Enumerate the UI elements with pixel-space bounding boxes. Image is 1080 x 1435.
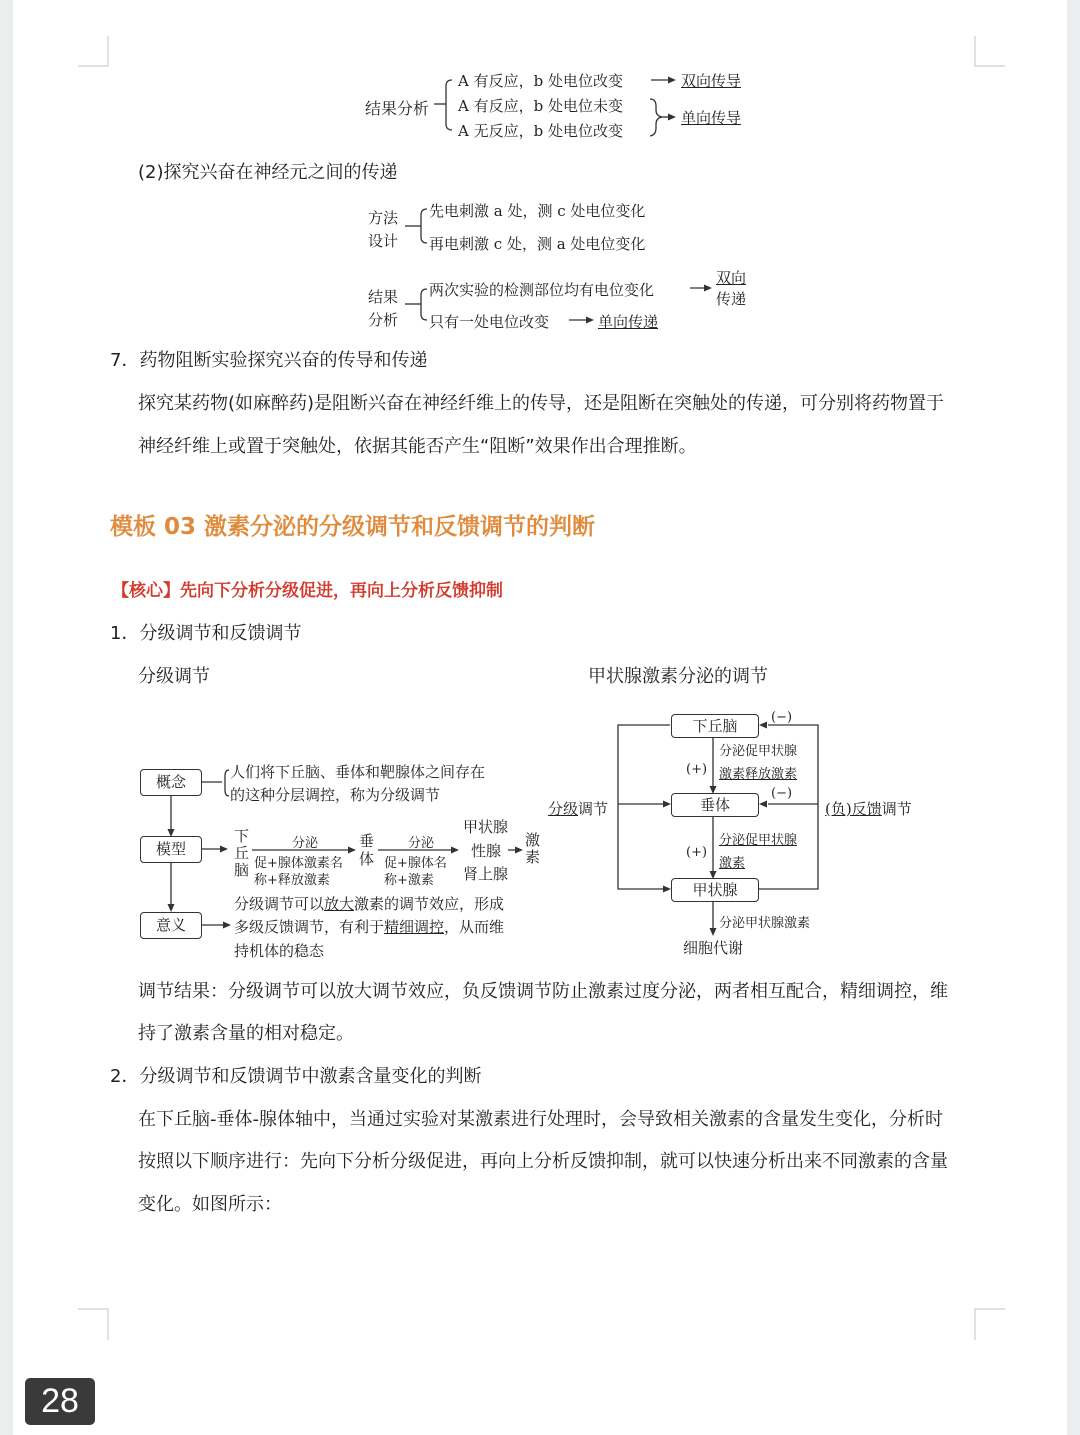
outcome-unidirectional-conduction: 单向传导 (681, 109, 742, 127)
cell-metabolism: 细胞代谢 (683, 939, 744, 957)
target-gland-thyroid: 甲状腺 (463, 818, 509, 836)
meaning-line2-post: ，从而维 (444, 918, 505, 936)
positive-sign-1: (+) (686, 762, 708, 777)
stimulating-hormone-line2: 称+激素 (384, 873, 434, 888)
hypothalamus-char-1: 下 (234, 827, 250, 845)
meaning-line1-post: 激素的调节效应，形成 (354, 895, 505, 913)
item-2-paragraph-line3: 变化。如图所示： (138, 1194, 282, 1215)
right-diagram-caption: 甲状腺激素分泌的调节 (588, 666, 768, 687)
hormone-char-2: 素 (525, 848, 541, 866)
result-row-2: A 有反应，b 处电位未变 (458, 97, 623, 115)
pituitary-box: 垂体 (671, 793, 759, 817)
method-step-2: 再电刺激 c 处，测 a 处电位变化 (429, 235, 646, 253)
positive-sign-2: (+) (686, 845, 708, 860)
meaning-line2-underlined: 精细调控 (384, 918, 445, 936)
meaning-box: 意义 (140, 912, 202, 939)
meaning-line2-pre: 多级反馈调节，有利于 (234, 918, 385, 936)
graded-regulation-underlined: 分级 (548, 800, 579, 818)
feedback-regulation-rest: 调节 (881, 800, 912, 818)
result-row-3: A 无反应，b 处电位改变 (458, 122, 623, 140)
result-paragraph-line2: 持了激素含量的相对稳定。 (138, 1023, 354, 1044)
method-step-1: 先电刺激 a 处，测 c 处电位变化 (429, 202, 646, 220)
core-tip: 【核心】先向下分析分级促进，再向上分析反馈抑制 (112, 581, 503, 601)
result-row-1: A 有反应，b 处电位改变 (458, 72, 623, 90)
releasing-hormone-line1: 促+腺体激素名 (254, 856, 343, 871)
hormone-char-1: 激 (525, 831, 541, 849)
pituitary-char-1: 垂 (359, 832, 375, 850)
concept-box: 概念 (140, 769, 202, 796)
meaning-line1-pre: 分级调节可以 (234, 895, 325, 913)
feedback-regulation-label (825, 798, 912, 819)
hypothalamus-char-2: 丘 (234, 844, 250, 862)
target-gland-adrenal: 肾上腺 (463, 865, 509, 883)
trh-label-line2: 激素释放激素 (719, 767, 798, 782)
secrete-label-2: 分泌 (408, 836, 435, 851)
tsh-label-line2: 激素 (719, 856, 746, 871)
result-paragraph-line1: 调节结果：分级调节可以放大调节效应，负反馈调节防止激素过度分泌，两者相互配合，精细调控，维 (138, 981, 948, 1002)
stimulating-hormone-line1: 促+腺体名 (384, 856, 447, 871)
meaning-text-line3: 持机体的稳态 (234, 942, 325, 960)
secrete-label-1: 分泌 (292, 836, 319, 851)
feedback-regulation-underlined: (负)反馈 (825, 800, 882, 818)
section-2-heading: (2)探究兴奋在神经元之间的传递 (138, 162, 398, 183)
template-03-title: 模板 03 激素分泌的分级调节和反馈调节的判断 (110, 514, 596, 540)
outcome-bidirectional-transmission-line1: 双向 (716, 269, 747, 287)
hypothalamus-char-3: 脑 (234, 861, 250, 879)
trh-label-line1: 分泌促甲状腺 (719, 744, 798, 759)
result-label-line2: 分析 (368, 311, 399, 329)
th-label: 分泌甲状腺激素 (719, 916, 811, 931)
item-2-paragraph-line2: 按照以下顺序进行：先向下分析分级促进，再向上分析反馈抑制，就可以快速分析出来不同激素的含量 (138, 1151, 948, 1172)
method-label-line1: 方法 (368, 209, 399, 227)
tsh-label-line1: 分泌促甲状腺 (719, 833, 798, 848)
meaning-line1-underlined: 放大 (324, 895, 355, 913)
negative-sign-2: (−) (771, 786, 793, 801)
item-2-heading: 2．分级调节和反馈调节中激素含量变化的判断 (110, 1066, 482, 1087)
method-label-line2: 设计 (368, 232, 399, 250)
result-one-change: 只有一处电位改变 (429, 313, 550, 331)
outcome-unidirectional-transmission: 单向传递 (598, 313, 659, 331)
result-analysis-label: 结果分析 (365, 99, 430, 118)
result-both-change: 两次实验的检测部位均有电位变化 (429, 281, 655, 299)
page-number-badge: 28 (25, 1378, 95, 1425)
concept-text-line2: 的这种分层调控，称为分级调节 (230, 786, 441, 804)
model-box: 模型 (140, 836, 202, 863)
result-label-line1: 结果 (368, 288, 399, 306)
graded-regulation-rest: 调节 (578, 800, 609, 818)
pituitary-char-2: 体 (359, 850, 375, 868)
outcome-bidirectional-transmission-line2: 传递 (716, 290, 747, 308)
negative-sign-1: (−) (771, 710, 793, 725)
target-gland-gonad: 性腺 (471, 842, 502, 860)
item-7-paragraph-line1: 探究某药物(如麻醉药)是阻断兴奋在神经纤维上的传导，还是阻断在突触处的传递，可分别将药物置于 (138, 393, 945, 414)
item-1-heading: 1．分级调节和反馈调节 (110, 623, 302, 644)
item-7-paragraph-line2: 神经纤维上或置于突触处，依据其能否产生“阻断”效果作出合理推断。 (138, 436, 697, 457)
graded-regulation-label (548, 798, 608, 819)
left-diagram-caption: 分级调节 (138, 666, 210, 687)
item-2-paragraph-line1: 在下丘脑-垂体-腺体轴中，当通过实验对某激素进行处理时，会导致相关激素的含量发生变化，分析时 (138, 1109, 943, 1130)
outcome-bidirectional-conduction: 双向传导 (681, 72, 742, 90)
releasing-hormone-line2: 称+释放激素 (254, 873, 330, 888)
item-7-heading: 7．药物阻断实验探究兴奋的传导和传递 (110, 350, 428, 371)
thyroid-box: 甲状腺 (671, 878, 759, 902)
concept-text-line1: 人们将下丘脑、垂体和靶腺体之间存在 (230, 763, 486, 781)
hypothalamus-box: 下丘脑 (671, 714, 759, 738)
